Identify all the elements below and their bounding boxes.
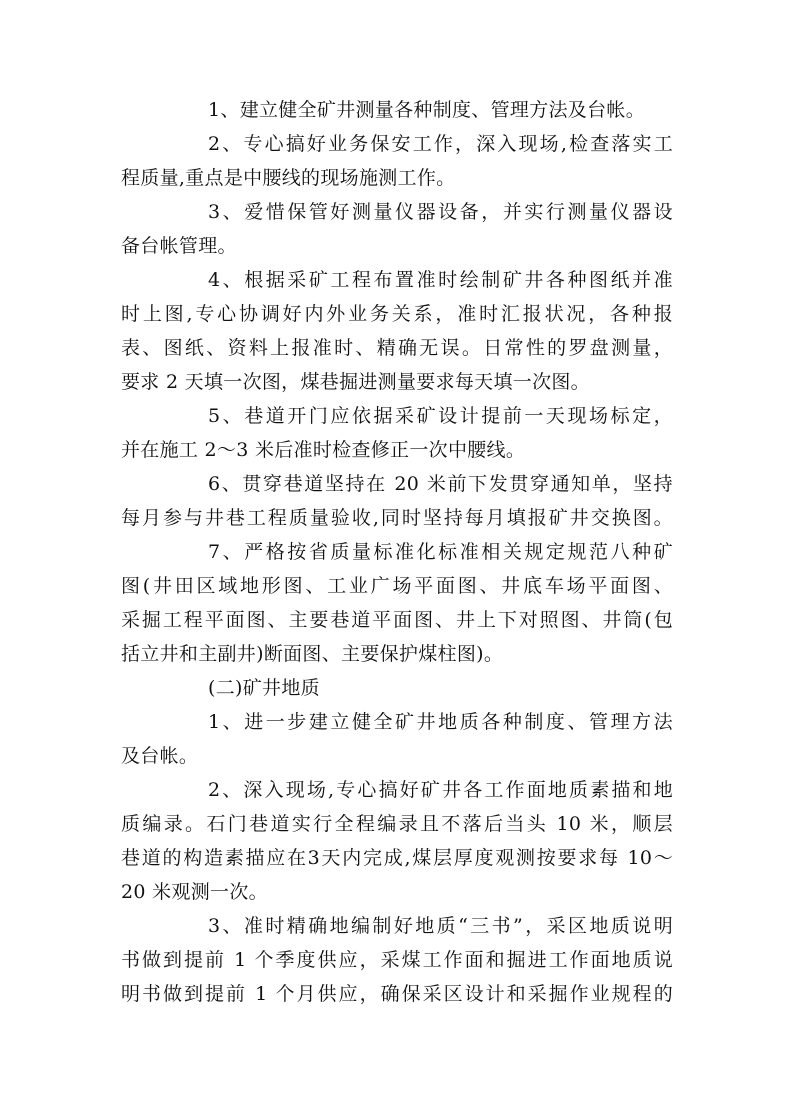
text-line: 括立井和主副井)断面图、主要保护煤柱图)。 xyxy=(121,643,504,665)
text-line: 5、巷道开门应依据采矿设计提前一天现场标定， xyxy=(208,405,673,427)
text-line: 2、深入现场,专心搞好矿井各工作面地质素描和地 xyxy=(208,779,673,801)
text-line: 3、爱惜保管好测量仪器设备，并实行测量仪器设 xyxy=(208,201,673,223)
text-line: 书做到提前 1 个季度供应，采煤工作面和掘进工作面地质说 xyxy=(121,949,673,971)
text-line: 并在施工 2～3 米后准时检查修正一次中腰线。 xyxy=(121,439,526,461)
text-line: 1、建立健全矿井测量各种制度、管理方法及台帐。 xyxy=(208,99,645,121)
text-line: 要求 2 天填一次图，煤巷掘进测量要求每天填一次图。 xyxy=(121,371,590,393)
text-line: 备台帐管理。 xyxy=(121,235,237,257)
text-line: 每月参与井巷工程质量验收,同时坚持每月填报矿井交换图。 xyxy=(121,507,673,529)
text-line: 时上图,专心协调好内外业务关系，准时汇报状况，各种报 xyxy=(121,303,673,325)
text-line: 1、进一步建立健全矿井地质各种制度、管理方法 xyxy=(208,711,673,733)
text-line: 表、图纸、资料上报准时、精确无误。日常性的罗盘测量， xyxy=(121,337,673,359)
text-line: 7、严格按省质量标准化标准相关规定规范八种矿 xyxy=(208,541,673,563)
text-line: 巷道的构造素描应在3天内完成,煤层厚度观测按要求每 10～ xyxy=(121,847,673,869)
text-line: 图(井田区域地形图、工业广场平面图、井底车场平面图、 xyxy=(121,575,673,597)
text-line: 质编录。石门巷道实行全程编录且不落后当头 10 米，顺层 xyxy=(121,813,673,835)
text-line: 程质量,重点是中腰线的现场施测工作。 xyxy=(121,167,456,189)
text-line: 2、专心搞好业务保安工作，深入现场,检查落实工 xyxy=(208,133,673,155)
text-line: 明书做到提前 1 个月供应，确保采区设计和采掘作业规程的 xyxy=(121,983,673,1005)
text-line: 3、准时精确地编制好地质“三书”，采区地质说明 xyxy=(208,915,673,937)
text-line: 20 米观测一次。 xyxy=(121,881,268,903)
text-line: 4、根据采矿工程布置准时绘制矿井各种图纸并准 xyxy=(208,269,673,291)
text-line: 采掘工程平面图、主要巷道平面图、井上下对照图、井筒(包 xyxy=(121,609,673,631)
document-body xyxy=(121,93,673,1011)
text-line: (二)矿井地质 xyxy=(208,677,320,699)
text-line: 及台帐。 xyxy=(121,745,199,767)
text-line: 6、贯穿巷道坚持在 20 米前下发贯穿通知单，坚持 xyxy=(208,473,673,495)
